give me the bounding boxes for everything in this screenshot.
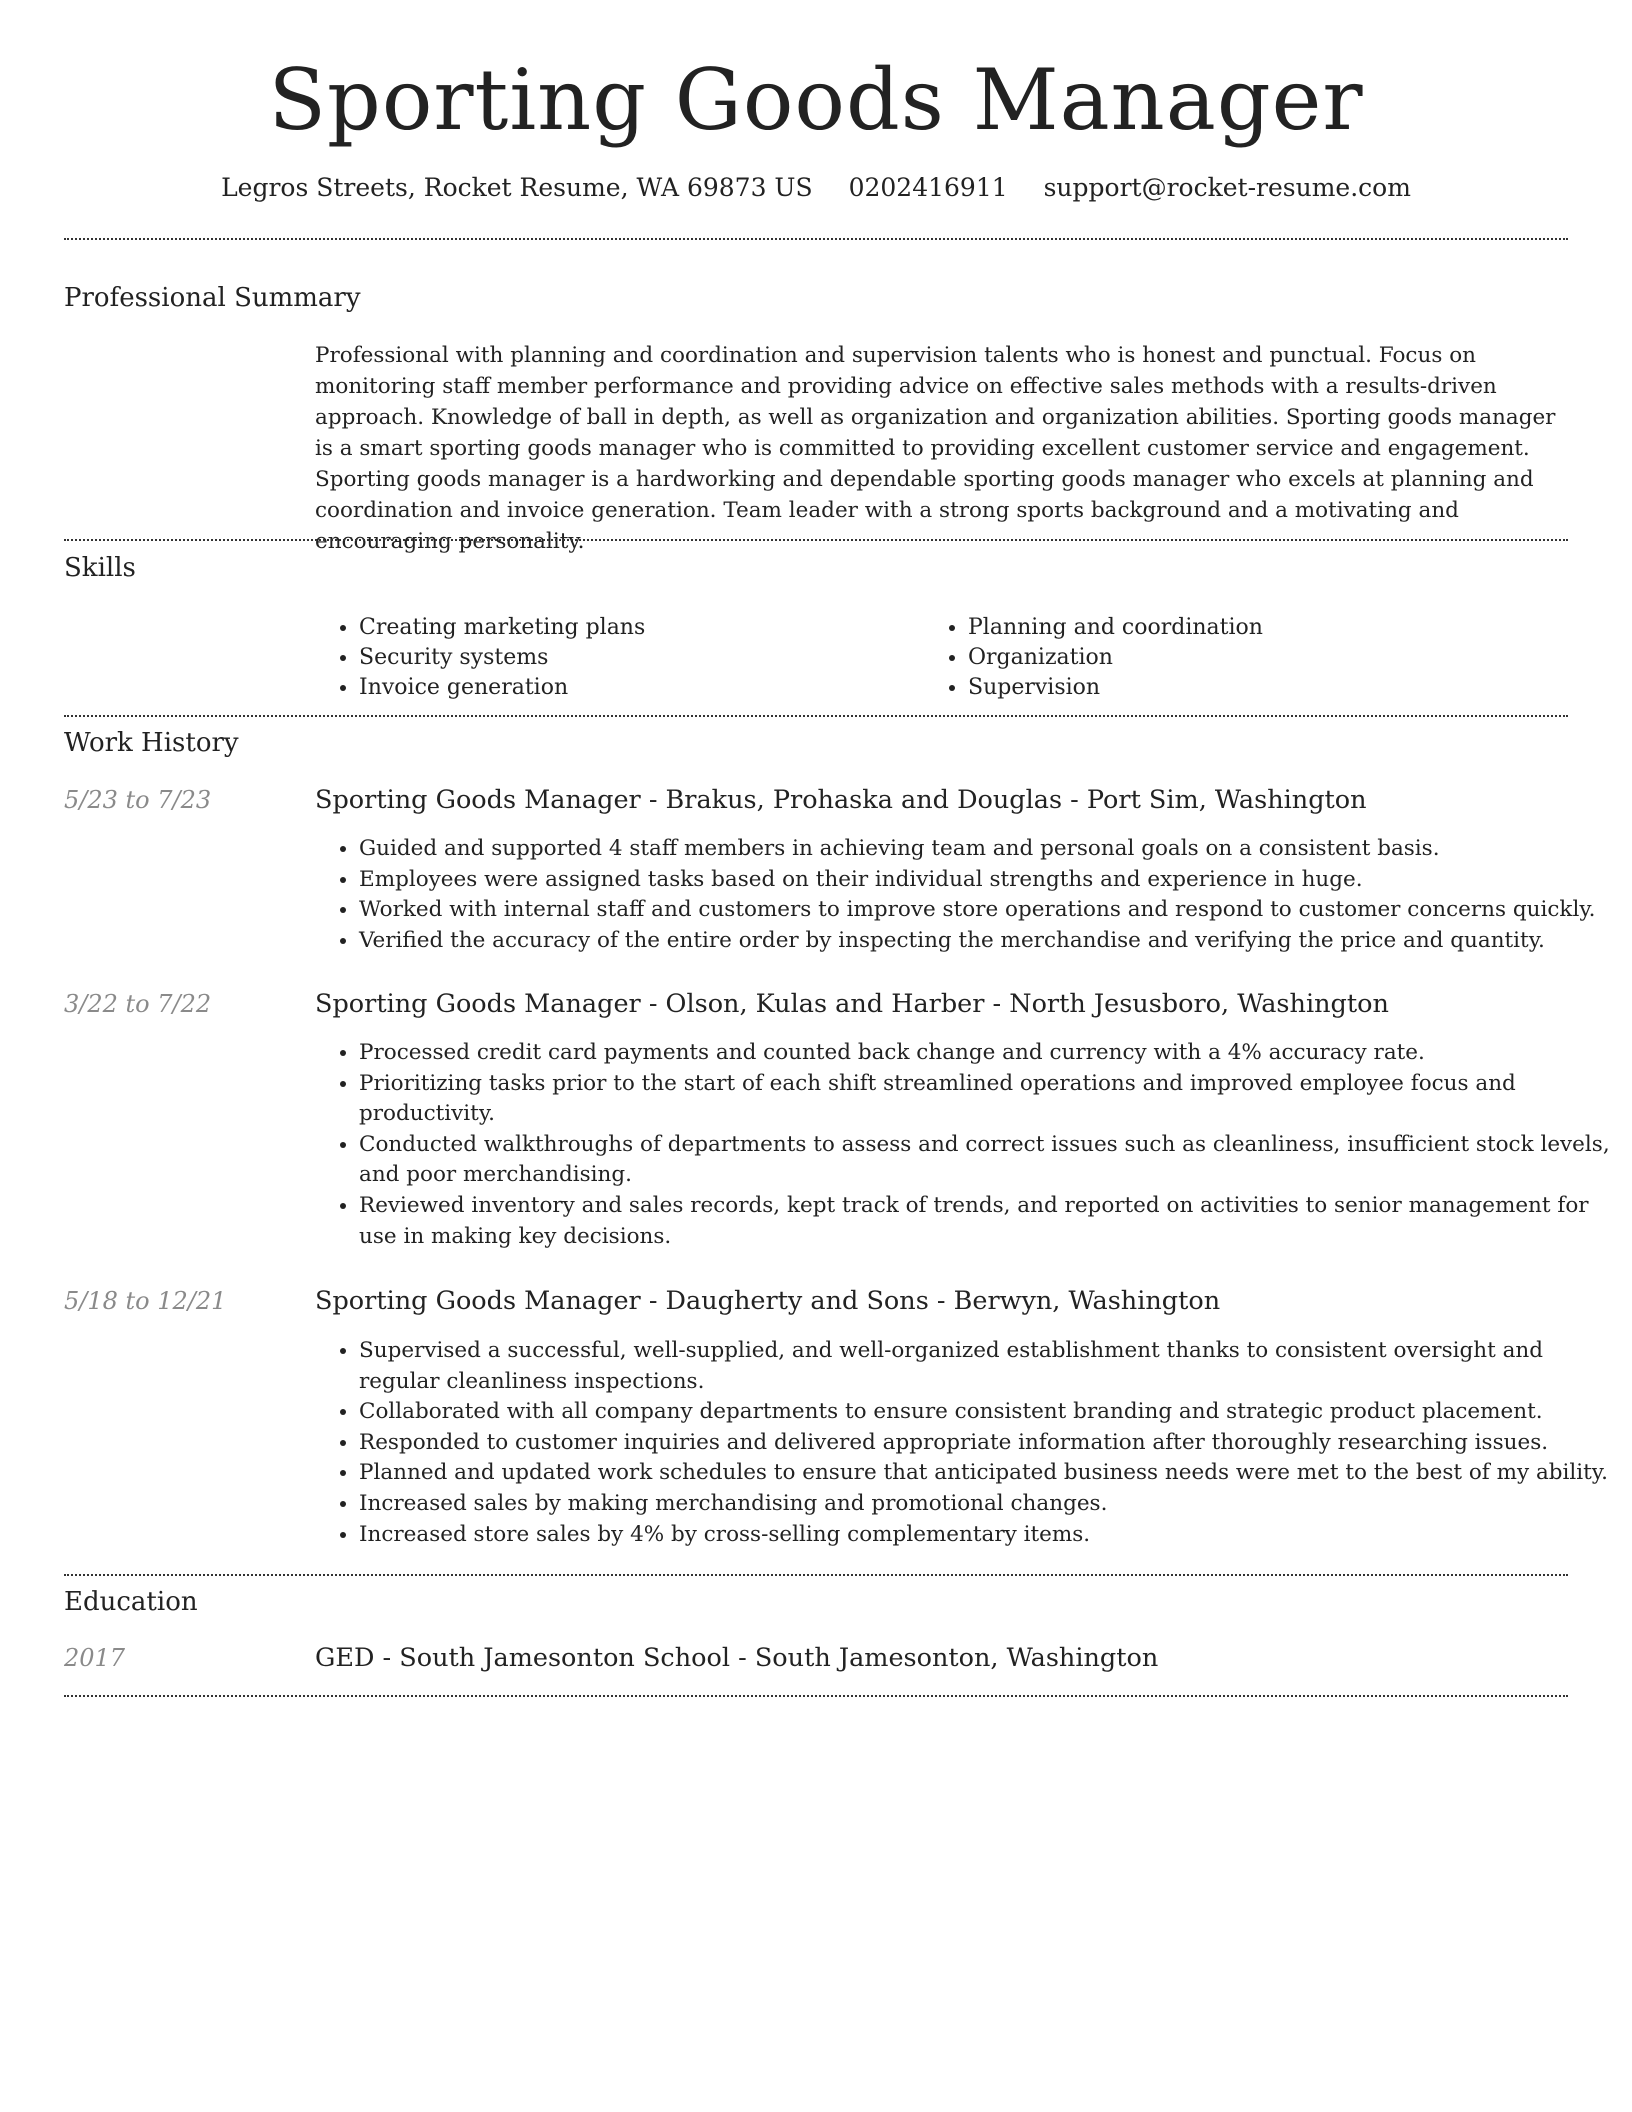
job-date: 5/23 to 7/23	[64, 786, 212, 814]
skill-item: • Organization	[968, 643, 1568, 673]
skill-item: • Planning and coordination	[968, 613, 1568, 643]
list-item: • Verified the accuracy of the entire order by inspecting the merchandise and verifying the price and quantity.	[359, 926, 1612, 957]
job-bullets	[315, 1038, 1612, 1252]
list-item: • Employees were assigned tasks based on their individual strengths and experience in huge.	[359, 865, 1612, 896]
address: Legros Streets, Rocket Resume, WA 69873 US	[221, 173, 813, 202]
job-bullets	[315, 834, 1612, 956]
section-title-summary: Professional Summary	[64, 283, 361, 313]
job-title: Sporting Goods Manager - Daugherty and Sons - Berwyn, Washington	[315, 1286, 1221, 1316]
divider	[64, 1695, 1568, 1697]
section-title-work: Work History	[64, 728, 239, 758]
skill-item: • Creating marketing plans	[359, 613, 959, 643]
skills-list-right	[924, 613, 1568, 703]
summary-text: Professional with planning and coordination and supervision talents who is honest and punctual. Focus on monitoring staff member performance and providing advice on effective sales methods with a results-driven approach. Knowledge of ball in depth, as well as organization and organization abilities. Sporting goods manager is a smart sporting goods manager who is committed to providing excellent customer service and engagement. Sporting goods manager is a hardworking and dependable sporting goods manager who excels at planning and coordination and invoice generation. Team leader with a strong sports background and a motivating and encouraging personality.	[315, 343, 1556, 554]
list-item: • Guided and supported 4 staff members in achieving team and personal goals on a consistent basis.	[359, 834, 1612, 865]
skill-item: • Supervision	[968, 673, 1568, 703]
list-item: • Increased sales by making merchandising and promotional changes.	[359, 1489, 1612, 1520]
list-item: • Conducted walkthroughs of departments to assess and correct issues such as cleanliness, insufficient stock levels, and poor merchandising.	[359, 1130, 1612, 1191]
list-item: • Increased store sales by 4% by cross-selling complementary items.	[359, 1520, 1612, 1551]
list-item: • Processed credit card payments and counted back change and currency with a 4% accuracy rate.	[359, 1038, 1612, 1069]
skill-item: • Security systems	[359, 643, 959, 673]
list-item: • Worked with internal staff and customers to improve store operations and respond to customer concerns quickly.	[359, 895, 1612, 926]
list-item: • Supervised a successful, well-supplied, and well-organized establishment thanks to consistent oversight and regular cleanliness inspections.	[359, 1336, 1612, 1397]
list-item: • Prioritizing tasks prior to the start of each shift streamlined operations and improved employee focus and productivity.	[359, 1069, 1612, 1130]
list-item: • Reviewed inventory and sales records, kept track of trends, and reported on activities to senior management for use in making key decisions.	[359, 1191, 1612, 1252]
divider	[64, 1574, 1568, 1576]
list-item: • Responded to customer inquiries and delivered appropriate information after thoroughly researching issues.	[359, 1428, 1612, 1459]
phone: 0202416911	[848, 173, 1008, 202]
section-title-education: Education	[64, 1587, 198, 1617]
education-entry: GED - South Jamesonton School - South Jamesonton, Washington	[315, 1643, 1159, 1673]
skills-list-left	[315, 613, 959, 703]
job-title: Sporting Goods Manager - Brakus, Prohaska and Douglas - Port Sim, Washington	[315, 785, 1367, 815]
job-bullets	[315, 1336, 1612, 1550]
list-item: • Planned and updated work schedules to ensure that anticipated business needs were met to the best of my ability.	[359, 1458, 1612, 1489]
job-date: 5/18 to 12/21	[64, 1287, 227, 1315]
education-date: 2017	[64, 1644, 126, 1672]
job-date: 3/22 to 7/22	[64, 990, 212, 1018]
job-title: Sporting Goods Manager - Olson, Kulas and Harber - North Jesusboro, Washington	[315, 989, 1389, 1019]
divider	[64, 715, 1568, 717]
divider	[64, 539, 1568, 541]
email: support@rocket-resume.com	[1043, 173, 1411, 202]
candidate-name: Sporting Goods Manager	[268, 51, 1364, 149]
contact-line	[0, 170, 1632, 206]
section-title-skills: Skills	[64, 553, 136, 583]
divider	[64, 238, 1568, 240]
list-item: • Collaborated with all company departments to ensure consistent branding and strategic product placement.	[359, 1397, 1612, 1428]
skill-item: • Invoice generation	[359, 673, 959, 703]
